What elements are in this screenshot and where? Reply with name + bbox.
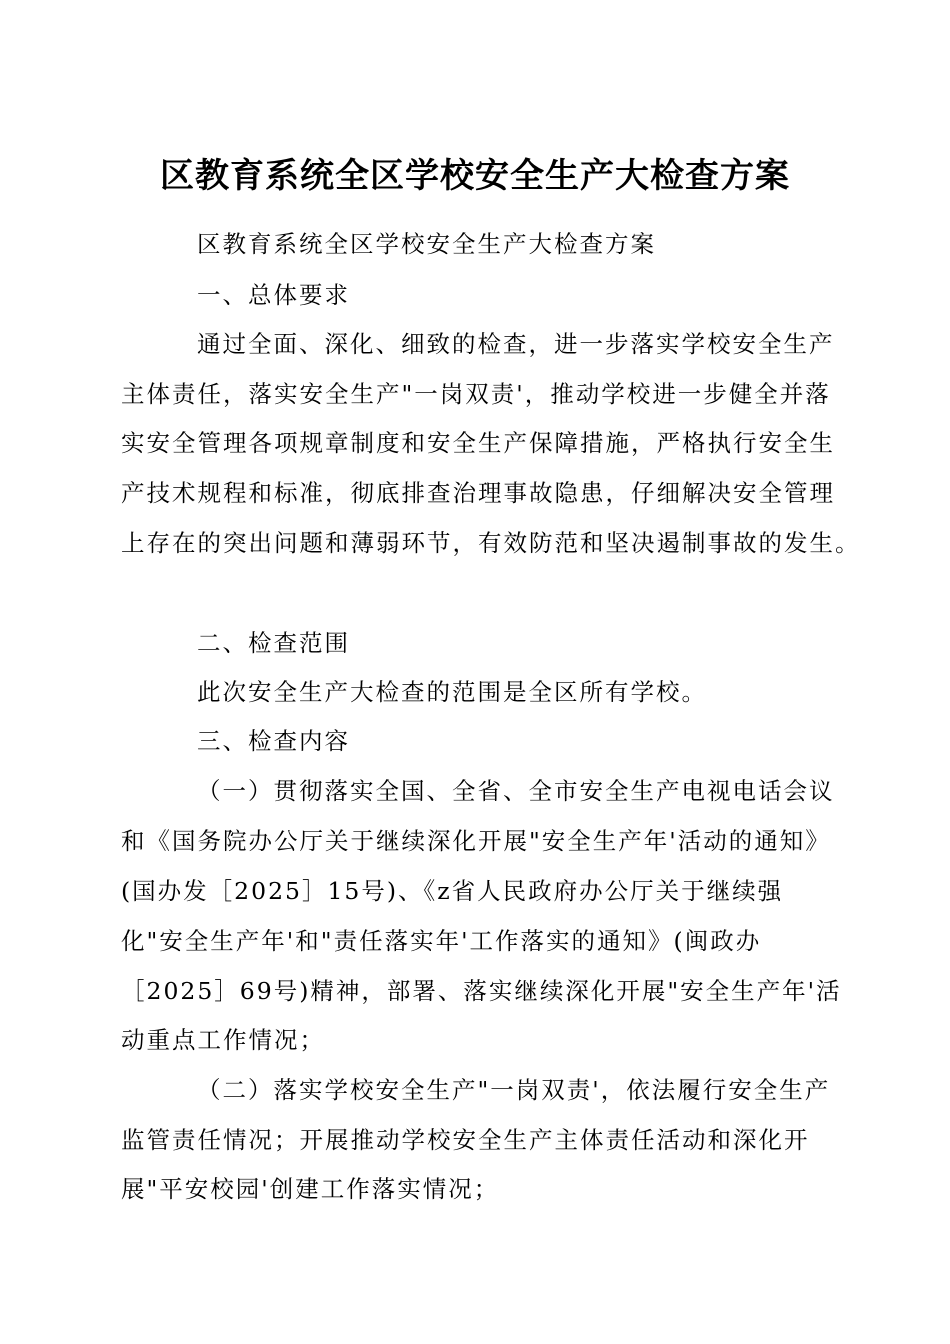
paragraph-line: 通过全面、深化、细致的检查，进一步落实学校安全生产 <box>197 330 835 358</box>
paragraph-line: 监管责任情况；开展推动学校安全生产主体责任活动和深化开 <box>121 1126 810 1154</box>
paragraph-line: 产技术规程和标准，彻底排查治理事故隐患，仔细解决安全管理 <box>121 479 835 507</box>
paragraph-line: （二）落实学校安全生产"一岗双责'，依法履行安全生产 <box>197 1076 831 1104</box>
section-heading-2: 二、检查范围 <box>197 629 350 657</box>
section-heading-1: 一、总体要求 <box>197 281 350 309</box>
paragraph-line: 动重点工作情况； <box>121 1026 325 1054</box>
document-title: 区教育系统全区学校安全生产大检查方案 <box>160 156 790 196</box>
paragraph-line: （一）贯彻落实全国、全省、全市安全生产电视电话会议 <box>197 777 835 805</box>
paragraph-line: 化"安全生产年'和"责任落实年'工作落实的通知》(闽政办 <box>121 927 762 955</box>
paragraph-line: 和《国务院办公厅关于继续深化开展"安全生产年'活动的通知》 <box>121 827 831 855</box>
paragraph-line: 此次安全生产大检查的范围是全区所有学校。 <box>197 678 707 706</box>
paragraph-line: (国办发［2025］15号)、《z省人民政府办公厅关于继续强 <box>121 877 784 905</box>
doc-subtitle-line: 区教育系统全区学校安全生产大检查方案 <box>197 230 656 258</box>
paragraph-line: 主体责任，落实安全生产"一岗双责'，推动学校进一步健全并落 <box>121 380 831 408</box>
paragraph-line: 上存在的突出问题和薄弱环节，有效防范和坚决遏制事故的发生。 <box>121 529 861 557</box>
paragraph-line: ［2025］69号)精神，部署、落实继续深化开展"安全生产年'活 <box>121 977 842 1005</box>
section-heading-3: 三、检查内容 <box>197 727 350 755</box>
paragraph-line: 展"平安校园'创建工作落实情况； <box>121 1175 500 1203</box>
paragraph-line: 实安全管理各项规章制度和安全生产保障措施，严格执行安全生 <box>121 429 835 457</box>
